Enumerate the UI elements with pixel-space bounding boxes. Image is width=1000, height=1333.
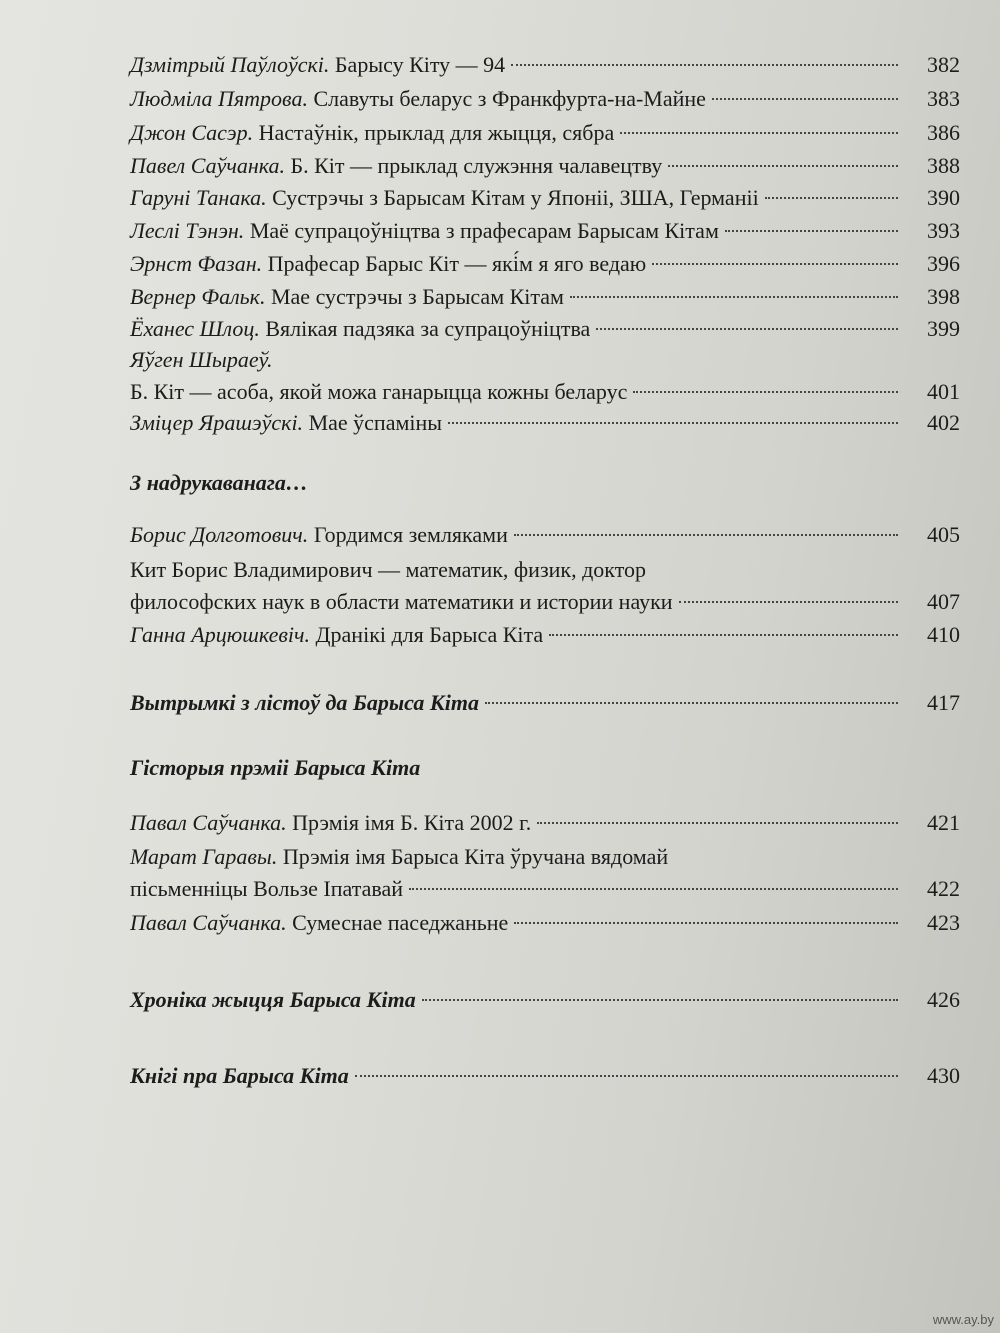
leader-dots bbox=[409, 888, 898, 890]
entry-author: Павал Саўчанка. bbox=[130, 910, 287, 935]
leader-dots bbox=[514, 534, 898, 536]
toc-entry bbox=[130, 555, 960, 617]
leader-dots bbox=[679, 601, 898, 603]
toc-section-chronicle bbox=[130, 985, 960, 1015]
page-number: 382 bbox=[927, 52, 960, 77]
entry-title-line1: Кит Борис Владимирович — математик, физик, доктор bbox=[130, 557, 647, 582]
entry-author: Вернер Фальк. bbox=[130, 284, 266, 309]
leader-dots bbox=[668, 165, 898, 167]
entry-title: Б. Кіт — асоба, якой можа ганарыцца кожны беларус bbox=[130, 379, 628, 404]
entry-author: Ёханес Шлоц. bbox=[130, 316, 260, 341]
entry-author: Джон Сасэр. bbox=[130, 120, 254, 145]
toc-entry bbox=[130, 842, 960, 904]
section-heading-prize: Гісторыя прэміі Барыса Кіта bbox=[130, 755, 421, 780]
leader-dots bbox=[570, 296, 898, 298]
entry-title: Вялікая падзяка за супрацоўніцтва bbox=[265, 316, 591, 341]
toc-section-books bbox=[130, 1061, 960, 1091]
toc-entry bbox=[130, 908, 960, 938]
entry-author: Зміцер Ярашэўскі. bbox=[130, 410, 304, 435]
entry-title: Барысу Кіту — 94 bbox=[334, 52, 506, 77]
page-number: 421 bbox=[927, 810, 960, 835]
toc-entry bbox=[130, 216, 960, 246]
leader-dots bbox=[422, 999, 898, 1001]
entry-title: Сустрэчы з Барысам Кітам у Японіі, ЗША, Германіі bbox=[272, 185, 759, 210]
entry-title-line2: философских наук в области математики и истории науки bbox=[130, 589, 673, 614]
entry-title-line1: Прэмія імя Барыса Кіта ўручана вядомай bbox=[282, 844, 669, 869]
entry-author: Леслі Тэнэн. bbox=[130, 218, 245, 243]
entry-title: Сумеснае паседжаньне bbox=[292, 910, 509, 935]
entry-author: Людміла Пятрова. bbox=[130, 86, 308, 111]
page-number: 417 bbox=[927, 690, 960, 715]
leader-dots bbox=[596, 328, 898, 330]
leader-dots bbox=[511, 64, 898, 66]
toc-entry bbox=[130, 620, 960, 650]
toc-entry bbox=[130, 183, 960, 213]
entry-title: Настаўнік, прыклад для жыцця, сябра bbox=[258, 120, 615, 145]
toc-entry bbox=[130, 408, 960, 438]
entry-author: Ганна Арцюшкевіч. bbox=[130, 622, 311, 647]
page-number: 423 bbox=[927, 910, 960, 935]
page-number: 401 bbox=[927, 379, 960, 404]
page-number: 430 bbox=[927, 1063, 960, 1088]
leader-dots bbox=[765, 197, 898, 199]
watermark: www.ay.by bbox=[932, 1312, 994, 1327]
toc-entry bbox=[130, 520, 960, 550]
page-number: 393 bbox=[927, 218, 960, 243]
entry-title: Гордимся земляками bbox=[313, 522, 508, 547]
toc-entry bbox=[130, 345, 960, 407]
toc-entry bbox=[130, 282, 960, 312]
entry-title: Мае ўспаміны bbox=[308, 410, 443, 435]
toc-entry bbox=[130, 249, 960, 279]
toc-entry bbox=[130, 808, 960, 838]
entry-title: Славуты беларус з Франкфурта-на-Майне bbox=[313, 86, 706, 111]
page-number: 405 bbox=[927, 522, 960, 547]
toc-entry bbox=[130, 84, 960, 114]
section-heading-printed: З надрукаванага… bbox=[130, 470, 308, 495]
entry-title: Маё супрацоўніцтва з прафесарам Барысам Кітам bbox=[249, 218, 719, 243]
toc-entry bbox=[130, 118, 960, 148]
entry-title: Мае сустрэчы з Барысам Кітам bbox=[270, 284, 564, 309]
leader-dots bbox=[633, 391, 898, 393]
entry-title: Дранікі для Барыса Кіта bbox=[315, 622, 544, 647]
page-number: 426 bbox=[927, 987, 960, 1012]
entry-author: Яўген Шыраеў. bbox=[130, 347, 273, 372]
leader-dots bbox=[652, 263, 898, 265]
leader-dots bbox=[712, 98, 898, 100]
entry-title: Прэмія імя Б. Кіта 2002 г. bbox=[292, 810, 532, 835]
page-number: 386 bbox=[927, 120, 960, 145]
page-number: 388 bbox=[927, 153, 960, 178]
entry-title: Прафесар Барыс Кіт — які́м я яго ведаю bbox=[267, 251, 647, 276]
toc-section-letters bbox=[130, 688, 960, 718]
toc-entry bbox=[130, 314, 960, 344]
entry-author: Эрнст Фазан. bbox=[130, 251, 263, 276]
page-number: 398 bbox=[927, 284, 960, 309]
leader-dots bbox=[514, 922, 898, 924]
leader-dots bbox=[725, 230, 898, 232]
page-number: 422 bbox=[927, 876, 960, 901]
page-number: 396 bbox=[927, 251, 960, 276]
leader-dots bbox=[448, 422, 898, 424]
section-title: Хроніка жыцця Барыса Кіта bbox=[130, 987, 416, 1012]
entry-author: Дзмітрый Паўлоўскі. bbox=[130, 52, 330, 77]
leader-dots bbox=[620, 132, 898, 134]
page-number: 383 bbox=[927, 86, 960, 111]
page-number: 410 bbox=[927, 622, 960, 647]
page-number: 399 bbox=[927, 316, 960, 341]
leader-dots bbox=[549, 634, 898, 636]
toc-entry bbox=[130, 151, 960, 181]
page-number: 402 bbox=[927, 410, 960, 435]
entry-author: Борис Долготович. bbox=[130, 522, 309, 547]
page-number: 407 bbox=[927, 589, 960, 614]
toc-entry bbox=[130, 50, 960, 80]
entry-author: Павел Саўчанка. bbox=[130, 153, 285, 178]
entry-author: Павал Саўчанка. bbox=[130, 810, 287, 835]
entry-author: Гаруні Танака. bbox=[130, 185, 267, 210]
leader-dots bbox=[355, 1075, 898, 1077]
entry-title: Б. Кіт — прыклад служэння чалавецтву bbox=[290, 153, 663, 178]
entry-title-line2: пісьменніцы Вользе Іпатавай bbox=[130, 876, 404, 901]
section-title: Вытрымкі з лістоў да Барыса Кіта bbox=[130, 690, 479, 715]
page-number: 390 bbox=[927, 185, 960, 210]
section-title: Кнігі пра Барыса Кіта bbox=[130, 1063, 349, 1088]
leader-dots bbox=[485, 702, 898, 704]
leader-dots bbox=[537, 822, 898, 824]
entry-author: Марат Гаравы. bbox=[130, 844, 278, 869]
